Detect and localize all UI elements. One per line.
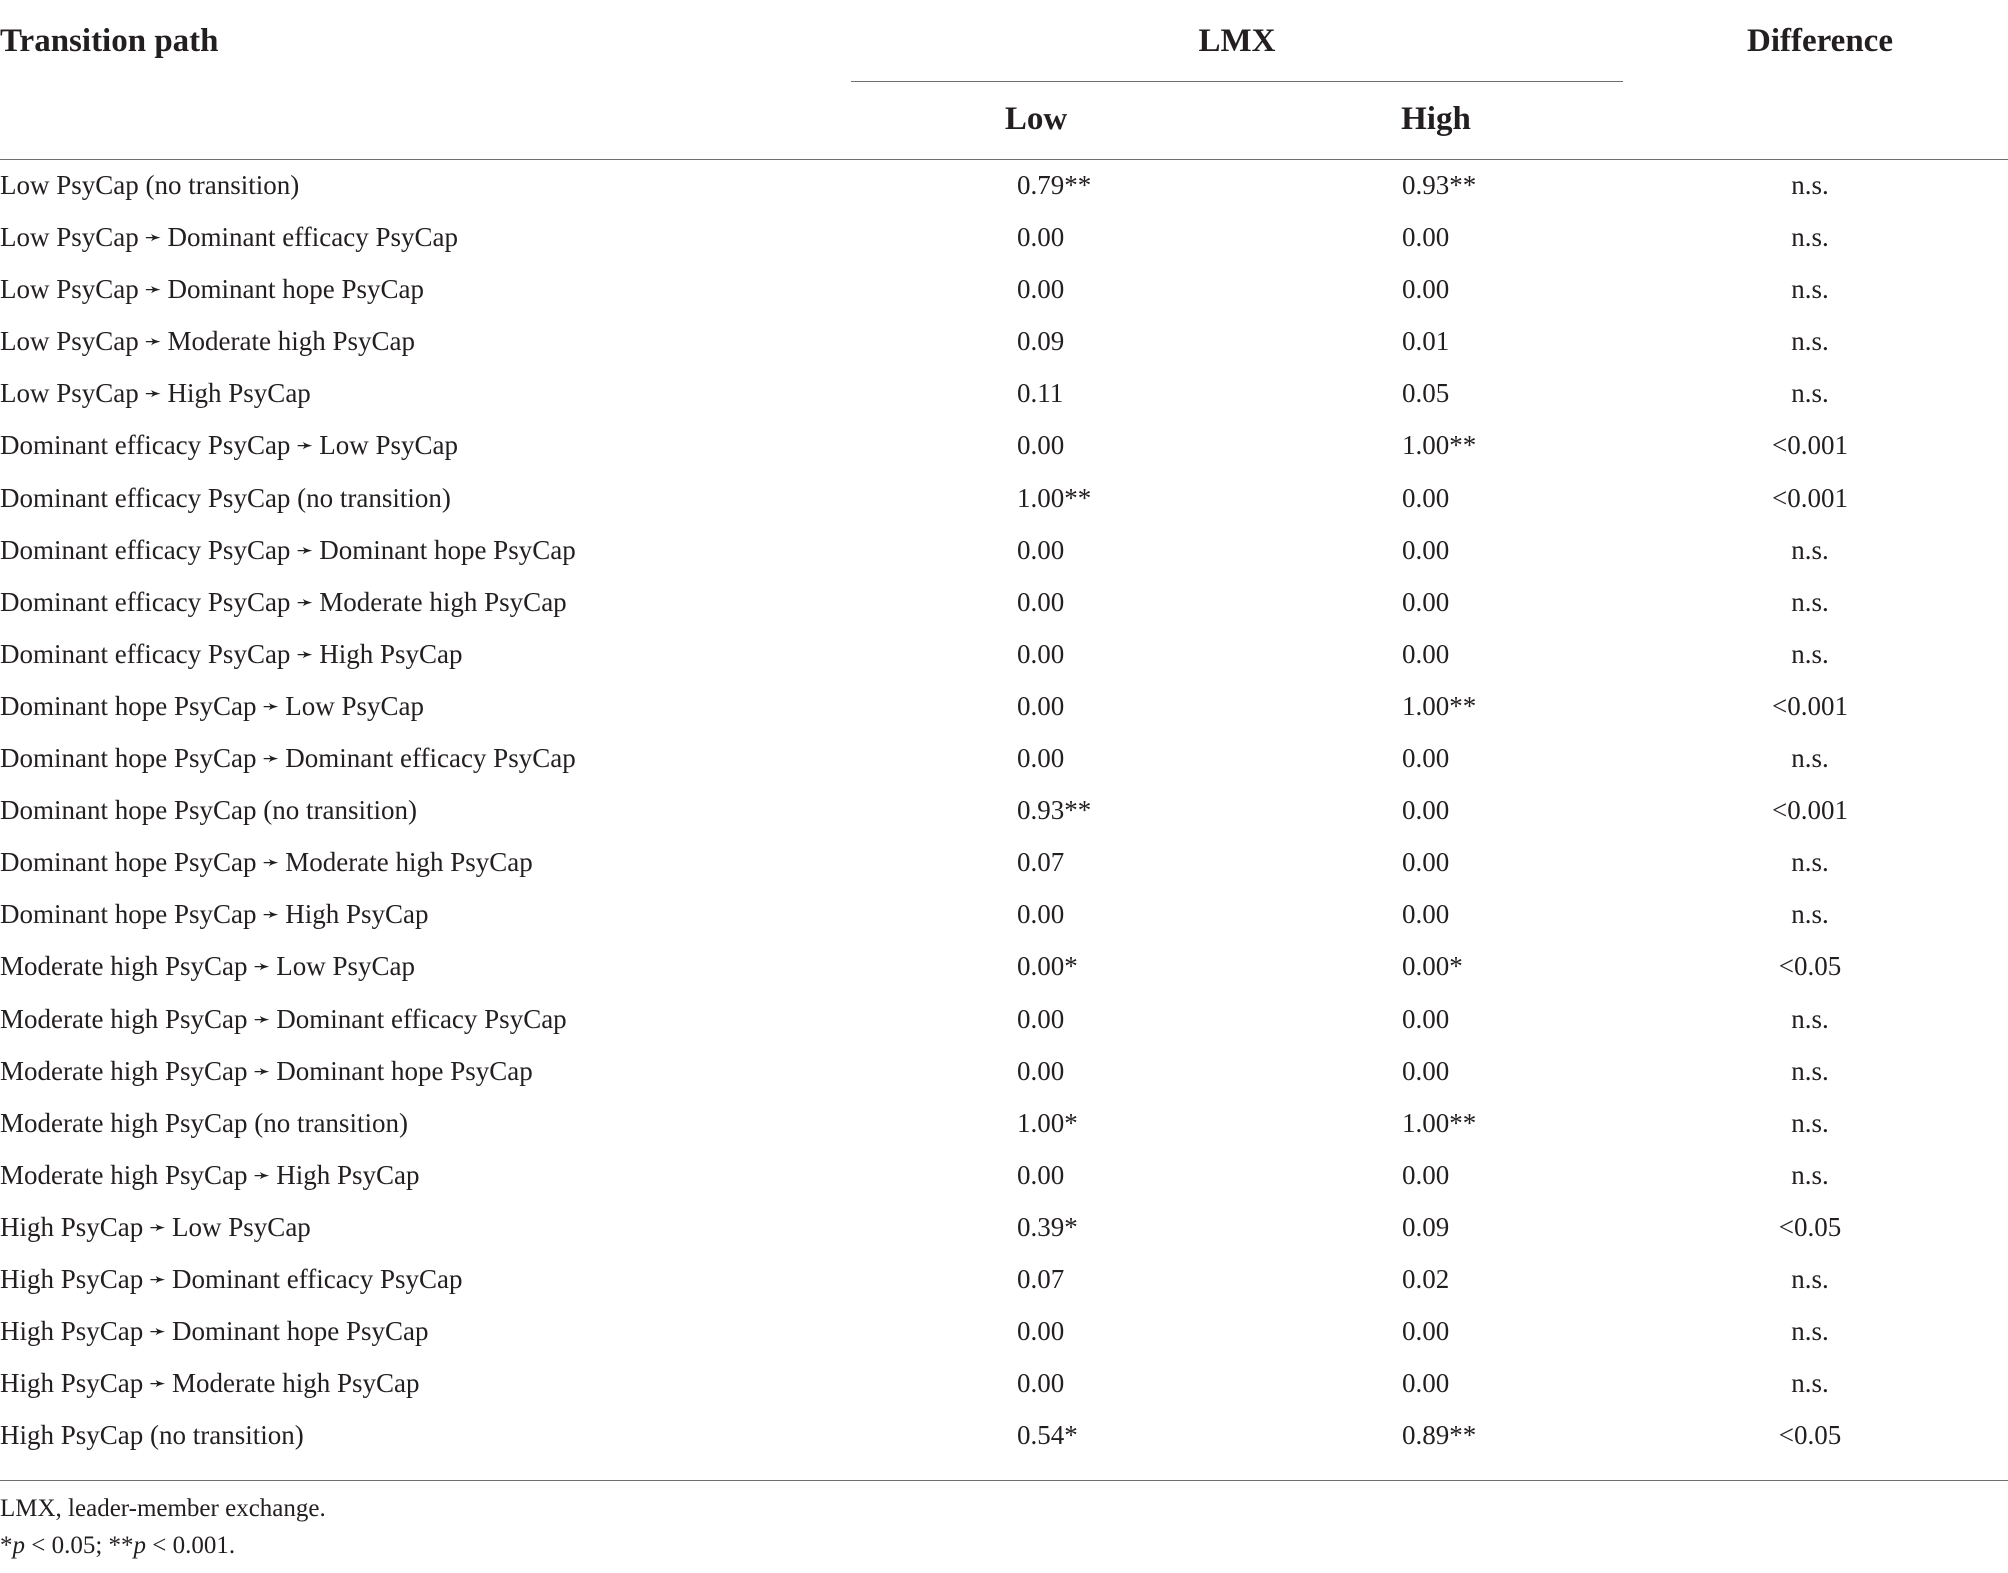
table-row xyxy=(0,1414,2008,1466)
lmx-low-value: 0.00 xyxy=(1017,1316,1065,1347)
arrow-right-icon: ➛ xyxy=(296,589,314,614)
arrow-right-icon: ➛ xyxy=(253,1058,271,1083)
transition-path-cell xyxy=(0,164,299,206)
path-to: Low PsyCap xyxy=(172,1211,311,1242)
header-bottom-rule xyxy=(0,159,2008,160)
arrow-right-icon: ➛ xyxy=(149,1266,167,1291)
path-from: Dominant hope PsyCap xyxy=(0,847,257,878)
transition-path-cell xyxy=(0,998,567,1040)
path-from: Dominant hope PsyCap xyxy=(0,743,257,774)
table-row xyxy=(0,789,2008,841)
difference-value: <0.05 xyxy=(1778,1211,1842,1242)
arrow-right-icon: ➛ xyxy=(253,954,271,979)
lmx-low-value: 0.00 xyxy=(1017,899,1065,930)
arrow-right-icon: ➛ xyxy=(262,693,280,718)
path-from: Moderate high PsyCap xyxy=(0,951,248,982)
lmx-low-value: 0.09 xyxy=(1017,326,1065,357)
path-to: Moderate high PsyCap xyxy=(167,326,416,357)
transition-path-cell xyxy=(0,737,576,779)
difference-value: n.s. xyxy=(1791,899,1829,930)
lmx-high-value: 0.00 xyxy=(1402,899,1450,930)
table-row xyxy=(0,216,2008,268)
lmx-high-value: 0.02 xyxy=(1402,1263,1450,1294)
path-from: Moderate high PsyCap xyxy=(0,1159,248,1190)
lmx-high-value: 0.00 xyxy=(1402,274,1450,305)
transition-path-cell xyxy=(0,1362,420,1404)
difference-value: n.s. xyxy=(1791,274,1829,305)
path-to: Dominant efficacy PsyCap xyxy=(276,1003,567,1034)
difference-value: <0.001 xyxy=(1772,430,1848,461)
path-to: Low PsyCap xyxy=(319,430,458,461)
lmx-high-value: 0.00 xyxy=(1402,1159,1450,1190)
path-to: Low PsyCap xyxy=(276,951,416,982)
difference-value: n.s. xyxy=(1791,222,1829,253)
path-to: Moderate high PsyCap xyxy=(172,1368,420,1399)
transition-path-cell xyxy=(0,1206,311,1248)
lmx-high-value: 0.00 xyxy=(1402,847,1450,878)
transition-path-cell xyxy=(0,372,311,414)
arrow-right-icon: ➛ xyxy=(149,1371,167,1396)
arrow-right-icon: ➛ xyxy=(144,329,162,354)
transition-path-cell xyxy=(0,685,424,727)
path-from: Dominant efficacy PsyCap xyxy=(0,586,291,617)
header-lmx: LMX xyxy=(1198,23,1276,59)
lmx-low-value: 0.79** xyxy=(1017,170,1092,200)
arrow-right-icon: ➛ xyxy=(149,1319,167,1344)
header-low: Low xyxy=(1004,101,1068,137)
lmx-low-value: 0.00 xyxy=(1017,586,1065,617)
path-from: Moderate high PsyCap (no transition) xyxy=(0,1107,408,1138)
lmx-low-value: 0.00 xyxy=(1017,1055,1065,1086)
table-row xyxy=(0,1102,2008,1154)
arrow-right-icon: ➛ xyxy=(144,277,162,302)
table-row xyxy=(0,1050,2008,1102)
lmx-high-value: 0.05 xyxy=(1402,378,1450,409)
transition-path-cell xyxy=(0,1414,304,1456)
transition-path-cell xyxy=(0,216,458,258)
table-row xyxy=(0,1206,2008,1258)
arrow-right-icon: ➛ xyxy=(253,1006,271,1031)
path-from: Low PsyCap xyxy=(0,274,139,305)
path-to: Dominant efficacy PsyCap xyxy=(167,222,458,253)
table-row xyxy=(0,998,2008,1050)
arrow-right-icon: ➛ xyxy=(149,1214,167,1239)
difference-value: n.s. xyxy=(1791,743,1829,774)
arrow-right-icon: ➛ xyxy=(296,537,314,562)
difference-value: n.s. xyxy=(1791,1316,1829,1347)
difference-value: n.s. xyxy=(1791,1107,1829,1138)
lmx-low-value: 0.07 xyxy=(1017,847,1065,878)
header-high: High xyxy=(1401,101,1471,137)
path-from: Low PsyCap xyxy=(0,378,139,409)
path-to: High PsyCap xyxy=(167,378,311,409)
difference-value: <0.001 xyxy=(1772,482,1848,513)
difference-value: n.s. xyxy=(1791,170,1829,200)
arrow-right-icon: ➛ xyxy=(144,381,162,406)
footnote-star-2: ** xyxy=(108,1532,134,1559)
path-to: Dominant efficacy PsyCap xyxy=(285,743,576,774)
path-to: Moderate high PsyCap xyxy=(319,586,567,617)
lmx-high-value: 0.89** xyxy=(1402,1420,1477,1451)
lmx-high-value: 0.01 xyxy=(1402,326,1450,357)
path-to: Low PsyCap xyxy=(285,690,425,721)
lmx-high-value: 0.00 xyxy=(1402,222,1450,253)
path-from: Dominant hope PsyCap xyxy=(0,690,257,721)
lmx-low-value: 0.39* xyxy=(1017,1211,1078,1242)
table-row xyxy=(0,893,2008,945)
path-from: High PsyCap (no transition) xyxy=(0,1420,304,1451)
lmx-low-value: 0.00 xyxy=(1017,274,1065,305)
table-row xyxy=(0,320,2008,372)
difference-value: <0.001 xyxy=(1772,795,1848,826)
path-from: Dominant hope PsyCap xyxy=(0,899,257,930)
transition-path-cell xyxy=(0,320,415,362)
transition-path-cell xyxy=(0,268,424,310)
lmx-high-value: 0.00 xyxy=(1402,482,1450,513)
table-row xyxy=(0,1362,2008,1414)
table-footnotes xyxy=(0,1490,326,1564)
lmx-high-value: 0.09 xyxy=(1402,1211,1450,1242)
difference-value: n.s. xyxy=(1791,586,1829,617)
lmx-high-value: 0.93** xyxy=(1402,170,1477,200)
path-from: Moderate high PsyCap xyxy=(0,1003,248,1034)
path-to: Dominant hope PsyCap xyxy=(167,274,425,305)
lmx-high-value: 0.00 xyxy=(1402,1003,1450,1034)
path-from: Dominant efficacy PsyCap xyxy=(0,534,291,565)
table-row xyxy=(0,529,2008,581)
path-to: Moderate high PsyCap xyxy=(285,847,533,878)
table-row xyxy=(0,841,2008,893)
table-row xyxy=(0,372,2008,424)
transition-path-cell xyxy=(0,581,567,623)
table-row xyxy=(0,1258,2008,1310)
path-to: Dominant hope PsyCap xyxy=(276,1055,533,1086)
transition-path-cell xyxy=(0,1310,429,1352)
table-row xyxy=(0,164,2008,216)
lmx-low-value: 0.93** xyxy=(1017,795,1092,826)
lmx-high-value: 0.00 xyxy=(1402,1055,1450,1086)
table-body xyxy=(0,164,2008,1466)
lmx-low-value: 0.00 xyxy=(1017,222,1065,253)
footnote-star-1: * xyxy=(0,1532,13,1559)
lmx-low-value: 0.00 xyxy=(1017,534,1065,565)
path-from: Dominant efficacy PsyCap xyxy=(0,430,291,461)
transition-path-cell xyxy=(0,633,462,675)
transition-path-cell xyxy=(0,789,417,831)
difference-value: n.s. xyxy=(1791,1263,1829,1294)
lmx-high-value: 0.00 xyxy=(1402,1316,1450,1347)
transition-path-cell xyxy=(0,1102,408,1144)
lmx-low-value: 0.07 xyxy=(1017,1263,1065,1294)
path-to: High PsyCap xyxy=(276,1159,420,1190)
difference-value: n.s. xyxy=(1791,1055,1829,1086)
transition-path-cell xyxy=(0,945,415,987)
arrow-right-icon: ➛ xyxy=(262,850,280,875)
arrow-right-icon: ➛ xyxy=(253,1162,271,1187)
arrow-right-icon: ➛ xyxy=(262,902,280,927)
table-row xyxy=(0,1310,2008,1362)
transition-path-cell xyxy=(0,841,533,883)
arrow-right-icon: ➛ xyxy=(296,433,314,458)
footnote-threshold-2: < 0.001. xyxy=(146,1532,236,1559)
difference-value: n.s. xyxy=(1791,1159,1829,1190)
lmx-low-value: 1.00** xyxy=(1017,482,1092,513)
path-from: High PsyCap xyxy=(0,1316,144,1347)
lmx-high-value: 0.00 xyxy=(1402,1368,1450,1399)
lmx-low-value: 0.00 xyxy=(1017,690,1065,721)
path-to: Dominant efficacy PsyCap xyxy=(172,1263,463,1294)
table-row xyxy=(0,737,2008,789)
footnote-p-1: p xyxy=(12,1532,25,1559)
path-from: Dominant efficacy PsyCap (no transition) xyxy=(0,482,451,513)
lmx-low-value: 0.00 xyxy=(1017,1368,1065,1399)
arrow-right-icon: ➛ xyxy=(262,746,280,771)
difference-value: <0.05 xyxy=(1778,951,1842,982)
lmx-high-value: 0.00 xyxy=(1402,743,1450,774)
lmx-high-value: 1.00** xyxy=(1402,690,1477,721)
arrow-right-icon: ➛ xyxy=(144,225,162,250)
lmx-low-value: 0.00 xyxy=(1017,638,1065,669)
lmx-low-value: 0.00 xyxy=(1017,1003,1065,1034)
transition-path-cell xyxy=(0,1154,420,1196)
path-from: Low PsyCap xyxy=(0,222,139,253)
lmx-low-value: 1.00* xyxy=(1017,1107,1078,1138)
transition-path-cell xyxy=(0,424,458,466)
header-transition-path: Transition path xyxy=(0,23,219,59)
difference-value: <0.05 xyxy=(1778,1420,1842,1451)
footnote-threshold-1: < 0.05; xyxy=(25,1532,109,1559)
lmx-low-value: 0.00 xyxy=(1017,743,1065,774)
path-from: High PsyCap xyxy=(0,1211,144,1242)
footnote-p-2: p xyxy=(133,1532,147,1559)
difference-value: n.s. xyxy=(1791,534,1829,565)
footnote-abbreviation: LMX, leader-member exchange. xyxy=(0,1495,326,1522)
path-from: Low PsyCap (no transition) xyxy=(0,170,300,200)
lmx-low-value: 0.00 xyxy=(1017,1159,1065,1190)
table-row xyxy=(0,1154,2008,1206)
table-row xyxy=(0,685,2008,737)
lmx-header-rule xyxy=(851,81,1623,82)
path-to: Dominant hope PsyCap xyxy=(319,534,576,565)
path-to: High PsyCap xyxy=(285,899,429,930)
difference-value: n.s. xyxy=(1791,1003,1829,1034)
table-row xyxy=(0,268,2008,320)
path-from: Moderate high PsyCap xyxy=(0,1055,248,1086)
difference-value: n.s. xyxy=(1791,378,1829,409)
lmx-low-value: 0.00 xyxy=(1017,430,1065,461)
lmx-high-value: 0.00* xyxy=(1402,951,1463,982)
lmx-low-value: 0.00* xyxy=(1017,951,1078,982)
lmx-high-value: 0.00 xyxy=(1402,534,1450,565)
difference-value: n.s. xyxy=(1791,638,1829,669)
table-row xyxy=(0,424,2008,476)
transition-path-cell xyxy=(0,529,576,571)
table-bottom-rule xyxy=(0,1480,2008,1481)
table-row xyxy=(0,477,2008,529)
transition-path-cell xyxy=(0,893,429,935)
transition-path-cell xyxy=(0,1050,533,1092)
lmx-low-value: 0.11 xyxy=(1017,378,1064,409)
path-from: High PsyCap xyxy=(0,1368,144,1399)
transition-path-cell xyxy=(0,1258,462,1300)
table-row xyxy=(0,633,2008,685)
table-row xyxy=(0,581,2008,633)
lmx-low-value: 0.54* xyxy=(1017,1420,1078,1451)
arrow-right-icon: ➛ xyxy=(296,641,314,666)
transition-path-cell xyxy=(0,477,451,519)
difference-value: n.s. xyxy=(1791,326,1829,357)
lmx-high-value: 1.00** xyxy=(1402,430,1477,461)
lmx-high-value: 1.00** xyxy=(1402,1107,1477,1138)
path-from: Low PsyCap xyxy=(0,326,139,357)
difference-value: n.s. xyxy=(1791,847,1829,878)
path-from: Dominant efficacy PsyCap xyxy=(0,638,291,669)
path-to: Dominant hope PsyCap xyxy=(172,1316,429,1347)
path-to: High PsyCap xyxy=(319,638,463,669)
path-from: High PsyCap xyxy=(0,1263,144,1294)
difference-value: <0.001 xyxy=(1772,690,1848,721)
footnote-significance xyxy=(0,1527,326,1564)
lmx-high-value: 0.00 xyxy=(1402,795,1450,826)
table-row xyxy=(0,945,2008,997)
path-from: Dominant hope PsyCap (no transition) xyxy=(0,795,417,826)
header-difference: Difference xyxy=(1747,23,1893,59)
lmx-high-value: 0.00 xyxy=(1402,638,1450,669)
lmx-high-value: 0.00 xyxy=(1402,586,1450,617)
difference-value: n.s. xyxy=(1791,1368,1829,1399)
